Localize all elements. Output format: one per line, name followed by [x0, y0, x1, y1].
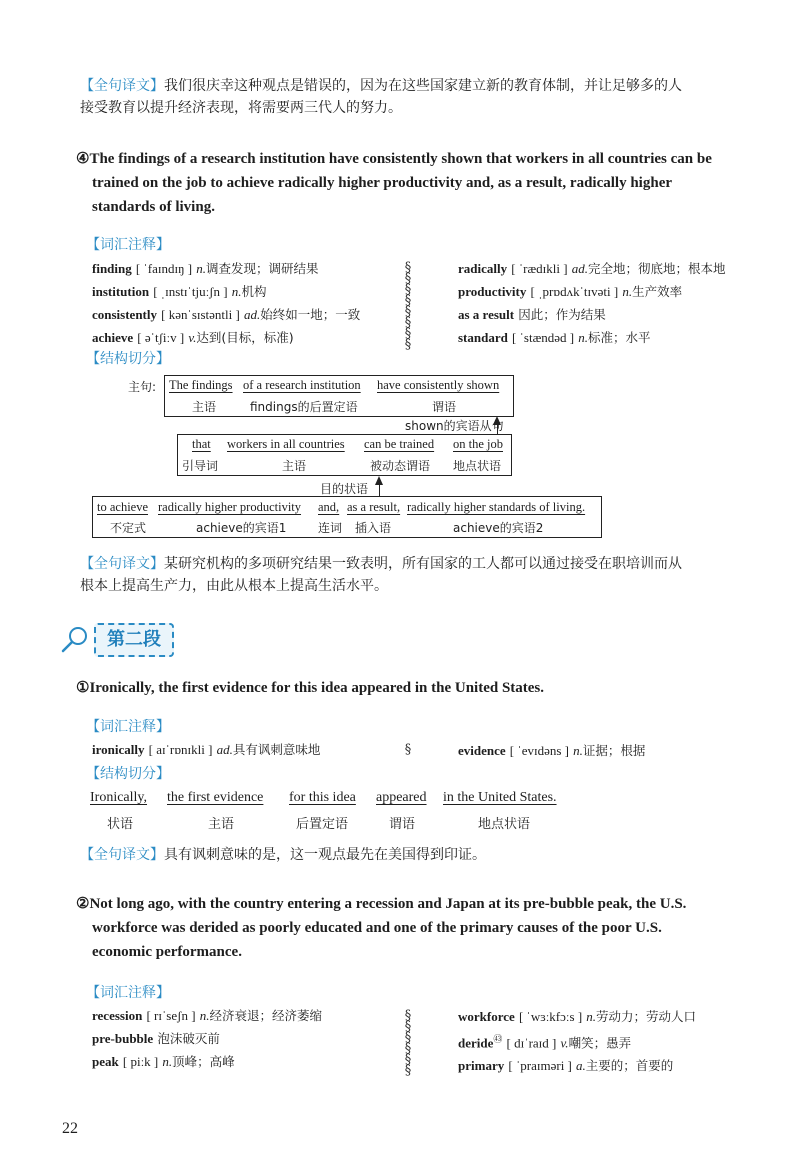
arrow-line-2 [379, 484, 380, 496]
seg-and: and, [318, 500, 340, 514]
vocab-finding: finding [ ˈfaɪndɪŋ ] n.调查发现；调研结果 [92, 261, 319, 276]
seg-of-institution: of a research institution [243, 378, 361, 392]
seg-the-findings: The findings [169, 378, 233, 392]
seg-to-achieve: to achieve [97, 500, 149, 514]
vocab-as-a-result: as a result 因此；作为结果 [458, 307, 606, 322]
s2-seg-appeared: appeared [376, 790, 427, 805]
seg-that: that [192, 437, 211, 451]
s2-role-predicate: 谓语 [389, 817, 416, 832]
s2-2-vocab-left [92, 1005, 412, 1074]
top-translation [80, 75, 770, 119]
s2-role-postmod: 后置定语 [296, 817, 349, 832]
role-object-1: achieve的宾语1 [196, 521, 287, 535]
vocab-pre-bubble: pre-bubble 泡沫破灭前 [92, 1031, 220, 1046]
divider-swirl-icon: § § § § § § § § [404, 260, 412, 352]
s2-seg-first-evidence: the first evidence [167, 790, 264, 805]
sentence-4-line3: standards of living. [92, 199, 215, 215]
divider-swirl-icon-2: § [404, 742, 412, 757]
top-translation-line1: 我们很庆幸这种观点是错误的，因为在这些国家建立新的教育体制，并让足够多的人 [164, 78, 682, 94]
link-object-clause: shown的宾语从句 [405, 419, 504, 433]
sentence-4 [76, 147, 776, 219]
vocab-radically: radically [ ˈrædɪkli ] ad.完全地；彻底地；根本地 [458, 261, 726, 276]
s2-role-subject: 主语 [208, 817, 235, 832]
main-clause-label: 主句: [128, 380, 157, 394]
s2-role-adverbial: 状语 [107, 817, 134, 832]
sentence-4-line2: trained on the job to achieve radically higher productivity and, as a result, radically higher [92, 175, 673, 191]
sentence-s2-2: ②Not long ago, with the country entering a recession and Japan at its pre-bubble peak, the U.S. workforce was derided as poorly educated and one of the primary causes of the poor U.S. economic performance. [76, 896, 687, 960]
s2-2-vocab-right [458, 1006, 778, 1078]
seg-have-shown: have consistently shown [377, 378, 500, 392]
sentence-s2-1: ①Ironically, the first evidence for this idea appeared in the United States. [76, 680, 545, 696]
role-introducer: 引导词 [182, 459, 219, 473]
vocab-consistently: consistently [ kənˈsɪstəntli ] ad.始终如一地；一致 [92, 307, 361, 322]
page-number: 22 [62, 1120, 78, 1137]
role-conjunction: 连词 [318, 521, 343, 535]
s2-seg-ironically: Ironically, [90, 790, 148, 805]
vocab-recession: recession [ rɪˈseʃn ] n.经济衰退；经济萎缩 [92, 1008, 322, 1023]
role-postmod: findings的后置定语 [250, 400, 358, 414]
seg-workers: workers in all countries [227, 437, 345, 451]
vocab-workforce: workforce [ ˈwɜːkfɔːs ] n.劳动力；劳动人口 [458, 1009, 697, 1024]
seg-as-a-result: as a result, [347, 500, 401, 514]
s2-1-vocab-label: 【词汇注释】 [86, 719, 170, 735]
role-predicate-1: 谓语 [432, 400, 457, 414]
role-infinitive: 不定式 [110, 521, 147, 535]
s4-vocab-right [458, 258, 778, 350]
vocab-deride: deride$^㊸$ [ dɪˈraɪd ] v.嘲笑；愚弄 [458, 1035, 632, 1051]
vocab-evidence: evidence [ ˈevɪdəns ] n.证据；根据 [458, 743, 646, 758]
label-full-translation: 【全句译文】 [80, 78, 164, 94]
s2-1-structure-label: 【结构切分】 [86, 766, 170, 782]
vocab-institution: institution [ ˌɪnstɪˈtjuːʃn ] n.机构 [92, 284, 267, 299]
vocab-ironically: ironically [ aɪˈrɒnɪkli ] ad.具有讽刺意味地 [92, 742, 321, 757]
s2-seg-for-this-idea: for this idea [289, 790, 356, 805]
seg-productivity: radically higher productivity [158, 500, 302, 514]
s2-role-place-adverbial: 地点状语 [478, 817, 531, 832]
vocab-productivity: productivity [ ˌprɒdʌkˈtɪvəti ] n.生产效率 [458, 284, 683, 299]
divider-swirl-icon-3: § § § § § § [404, 1008, 412, 1078]
magnifier-icon [60, 624, 90, 654]
sentence-4-line1: The findings of a research institution have consistently shown that workers in all countries can be [89, 151, 712, 167]
role-object-2: achieve的宾语2 [453, 521, 544, 535]
vocab-standard: standard [ ˈstændəd ] n.标准；水平 [458, 330, 651, 345]
vocab-primary: primary [ ˈpraɪməri ] a.主要的；首要的 [458, 1058, 674, 1074]
arrow-up-icon-2 [375, 476, 383, 485]
seg-standards: radically higher standards of living. [407, 500, 586, 514]
role-parenthetical: 插入语 [355, 521, 392, 535]
top-translation-line2: 接受教育以提升经济表现，将需要两三代人的努力。 [80, 100, 402, 116]
s2-2-vocab-label: 【词汇注释】 [86, 985, 170, 1001]
role-place-adverbial-1: 地点状语 [453, 459, 502, 473]
s4-vocab-left [92, 258, 412, 350]
s4-translation: 【全句译文】某研究机构的多项研究结果一致表明，所有国家的工人都可以通过接受在职培训而从 根本上提高生产力，由此从根本上提高生活水平。 [80, 556, 682, 594]
sentence-4-number: ④ [76, 151, 90, 167]
vocab-peak: peak [ piːk ] n.顶峰；高峰 [92, 1054, 235, 1069]
s2-seg-united-states: in the United States. [443, 790, 557, 805]
seg-can-be-trained: can be trained [364, 437, 435, 451]
section-2-title: 第二段 [94, 623, 174, 657]
role-subject-2: 主语 [282, 459, 307, 473]
role-subject-1: 主语 [192, 400, 217, 414]
s4-vocab-label: 【词汇注释】 [86, 237, 170, 253]
link-purpose: 目的状语 [320, 482, 369, 496]
role-passive-predicate: 被动态谓语 [370, 459, 431, 473]
s4-structure-label: 【结构切分】 [86, 351, 170, 367]
vocab-achieve: achieve [ əˈtʃiːv ] v.达到(目标，标准) [92, 330, 294, 345]
s2-1-translation: 【全句译文】具有讽刺意味的是，这一观点最先在美国得到印证。 [80, 847, 486, 863]
seg-on-the-job: on the job [453, 437, 503, 451]
